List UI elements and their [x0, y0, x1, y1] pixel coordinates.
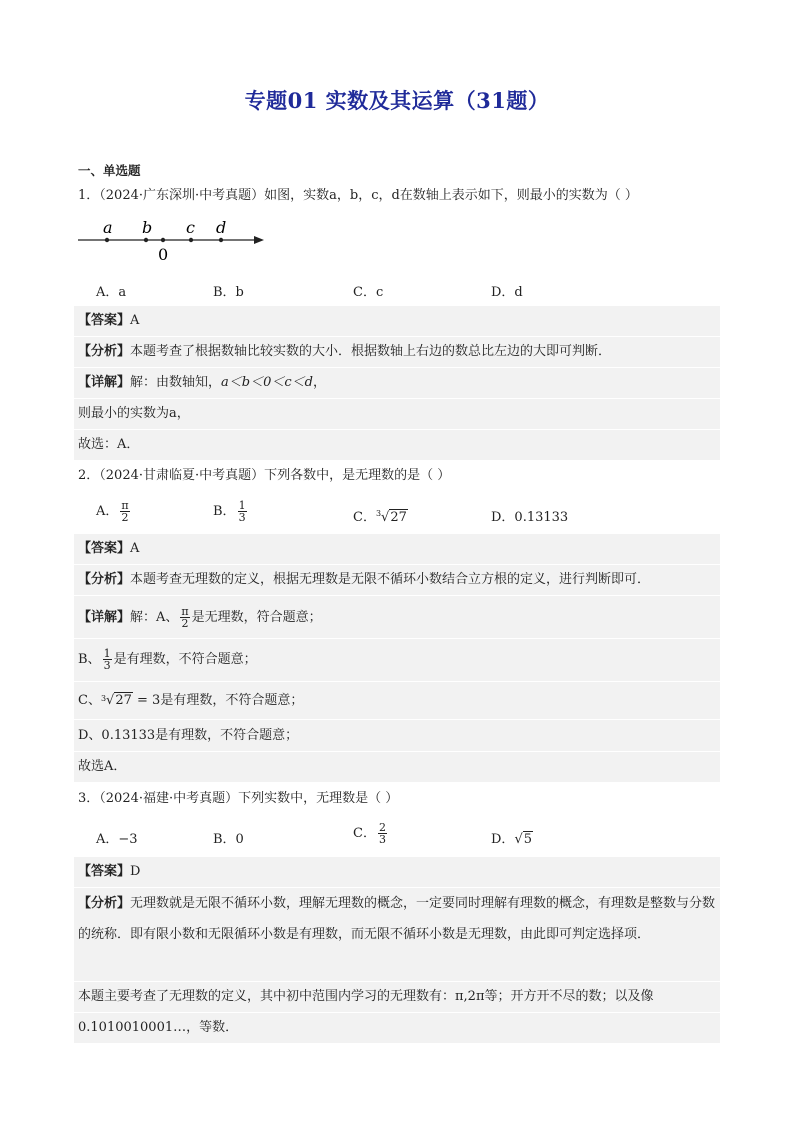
answer-line: 【答案】A [78, 541, 140, 556]
detail-line-2: 则最小的实数为a， [78, 406, 190, 421]
page-title: 专题01 实数及其运算（31题） [244, 88, 550, 113]
answer-value: A [130, 541, 140, 556]
question-2-options [78, 496, 718, 532]
question-3-answer-block [74, 857, 720, 1043]
option-d[interactable]: D．√5 [491, 832, 533, 847]
point-d [219, 238, 223, 242]
option-d[interactable]: D．0.13133 [491, 510, 569, 525]
detail-line: 【详解】解：A、 $\frac{\pi}{2}$ 是无理数，符合题意； [78, 605, 322, 630]
question-1-options [78, 281, 718, 309]
fraction-one-third: $\frac{1}{3}$ [103, 647, 111, 672]
label-b: b [142, 218, 153, 237]
label-d: d [216, 218, 227, 237]
square-root-5: √5 [514, 832, 533, 847]
inequality-math: a＜b＜0＜c＜d [221, 375, 313, 390]
label-c: c [186, 218, 195, 237]
option-c[interactable]: C．c [353, 285, 384, 300]
note-line-2: 0.1010010001…，等数． [78, 1020, 239, 1035]
point-c [189, 238, 193, 242]
question-2-answer-block [74, 534, 720, 782]
option-a[interactable]: A．a [96, 285, 127, 300]
fraction-two-thirds: $\frac{2}{3}$ [378, 821, 386, 846]
question-1-answer-block [74, 306, 720, 460]
note-line-1: 本题主要考查了无理数的定义，其中初中范围内学习的无理数有：π,2π等；开方开不尽的数；以及像 [78, 989, 654, 1004]
answer-value: A [130, 313, 140, 328]
label-zero: 0 [158, 245, 169, 264]
section-heading: 一、单选题 [78, 163, 141, 178]
detail-line: 【详解】解：由数轴知，a＜b＜0＜c＜d， [78, 375, 326, 390]
fraction-pi-over-2: $\frac{\pi}{2}$ [181, 605, 189, 630]
option-b[interactable]: B．0 [213, 832, 244, 847]
number-line-figure [78, 214, 278, 264]
question-2-stem: 2．（2024·甘肃临夏·中考真题）下列各数中，是无理数的是（ ） [78, 468, 451, 483]
point-zero [161, 238, 165, 242]
detail-line-b: B、 $\frac{1}{3}$ 是有理数，不符合题意； [78, 647, 257, 672]
answer-line: 【答案】A [78, 313, 140, 328]
question-3-stem: 3．（2024·福建·中考真题）下列实数中，无理数是（ ） [78, 791, 399, 806]
option-d[interactable]: D．d [491, 285, 523, 300]
option-a[interactable]: A． $\frac{\pi}{2}$ [96, 499, 129, 524]
fraction-one-third: $\frac{1}{3}$ [238, 499, 246, 524]
analysis-line: 【分析】本题考查了根据数轴比较实数的大小．根据数轴上右边的数总比左边的大即可判断． [78, 344, 612, 359]
label-a: a [103, 218, 113, 237]
option-b[interactable]: B． $\frac{1}{3}$ [213, 499, 246, 524]
question-1-stem: 1．（2024·广东深圳·中考真题）如图，实数a，b，c，d在数轴上表示如下，则最小的实数为（ ） [78, 188, 638, 203]
conclusion-line: 故选A． [78, 759, 127, 774]
conclusion-line: 故选：A． [78, 437, 140, 452]
option-b[interactable]: B．b [213, 285, 244, 300]
detail-line-c: C、$^3$√27 = 3是有理数，不符合题意； [78, 690, 303, 711]
point-b [144, 238, 148, 242]
fraction-pi-over-2: $\frac{\pi}{2}$ [121, 499, 129, 524]
arrow-right-icon [254, 236, 264, 244]
answer-line: 【答案】D [78, 864, 141, 879]
analysis-paragraph: 【分析】无理数就是无限不循环小数，理解无理数的概念，一定要同时理解有理数的概念，有理数是整数与分数的统称．即有限小数和无限循环小数是有理数，而无限不循环小数是无理数，由此即可判定选择项． [78, 896, 716, 942]
detail-line-d: D、0.13133是有理数，不符合题意； [78, 728, 299, 743]
analysis-line: 【分析】本题考查无理数的定义，根据无理数是无限不循环小数结合立方根的定义，进行判断即可． [78, 572, 651, 587]
option-c[interactable]: C．$^3$√27 [353, 509, 407, 525]
option-c[interactable]: C． $\frac{2}{3}$ [353, 821, 386, 846]
answer-value: D [130, 864, 141, 879]
cube-root-27: $^3$√27 [375, 509, 407, 525]
point-a [105, 238, 109, 242]
option-a[interactable]: A．−3 [96, 832, 138, 847]
question-3-options [78, 820, 718, 856]
cube-root-27: $^3$√27 [100, 693, 132, 708]
